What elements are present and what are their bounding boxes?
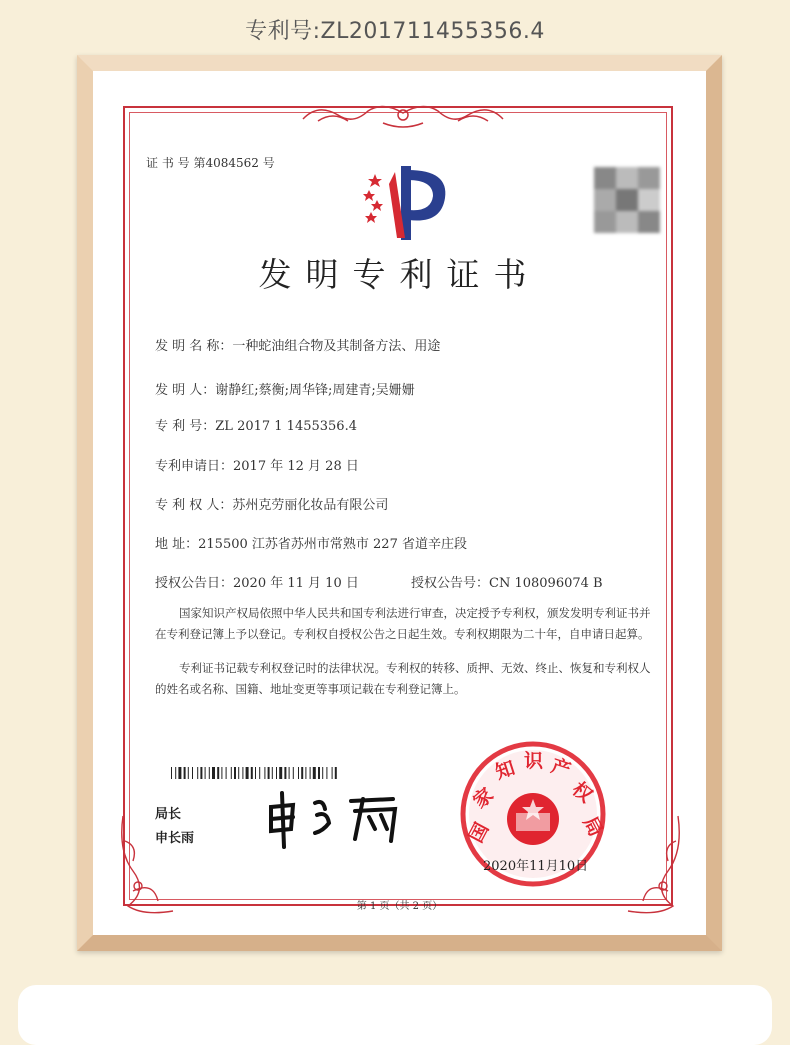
field-label: 发 明 人： [155, 383, 216, 398]
bottom-card [18, 985, 772, 1045]
field-label: 发 明 名 称： [155, 339, 233, 354]
qr-code-icon [594, 167, 660, 233]
field-patent-number [155, 415, 357, 434]
grant-date-label: 授权公告日： [155, 576, 234, 591]
page-title: 专利号:ZL201711455356.4 [245, 19, 545, 44]
barcode-icon [171, 767, 337, 779]
field-application-date [155, 455, 359, 474]
field-value: ZL 2017 1 1455356.4 [215, 419, 357, 434]
field-value: 215500 江苏省苏州市常熟市 227 省道辛庄段 [198, 537, 467, 552]
field-value: 一种蛇油组合物及其制备方法、用途 [232, 339, 441, 354]
field-value: 2017 年 12 月 28 日 [233, 459, 359, 474]
field-patentee [155, 494, 388, 513]
svg-text:产: 产 [548, 754, 574, 782]
signer-name: 申长雨 [155, 831, 195, 846]
grant-date-value: 2020 年 11 月 10 日 [233, 576, 359, 591]
field-label: 专 利 号： [155, 419, 216, 434]
field-label: 专 利 权 人： [155, 498, 233, 513]
field-value: 苏州克劳丽化妆品有限公司 [232, 498, 389, 513]
paragraph-grant: 国家知识产权局依照中华人民共和国专利法进行审查，决定授予专利权，颁发发明专利证书并在专利登记簿上予以登记。专利权自授权公告之日起生效。专利权期限为二十年，自申请日起算。 [155, 606, 651, 641]
field-inventors [155, 379, 415, 398]
page-number: 第 1 页（共 2 页） [356, 901, 443, 912]
paragraph-legal: 专利证书记载专利权登记时的法律状况。专利权的转移、质押、无效、终止、恢复和专利权人的姓名或名称、国籍、地址变更等事项记载在专利登记簿上。 [155, 661, 651, 696]
certificate-title: 发明专利证书 [258, 255, 541, 294]
field-address [155, 533, 467, 552]
top-ornament-icon [298, 101, 508, 131]
field-invention-name [155, 335, 440, 354]
certificate-frame [77, 55, 722, 951]
field-label: 专利申请日： [155, 459, 234, 474]
svg-text:权: 权 [567, 777, 597, 808]
svg-text:家: 家 [469, 783, 498, 813]
field-label: 地 址： [155, 537, 199, 552]
field-grant-date [155, 572, 359, 591]
field-grant-number [411, 572, 603, 591]
grant-number-label: 授权公告号： [411, 576, 490, 591]
svg-text:识: 识 [524, 750, 544, 772]
grant-number-value: CN 108096074 B [489, 576, 603, 591]
seal-date: 2020年11月10日 [483, 859, 589, 874]
certificate-paper [93, 71, 706, 935]
patent-office-logo-icon [361, 164, 453, 244]
certificate-number: 证 书 号 第4084562 号 [146, 156, 275, 170]
signer-title: 局长 [155, 807, 182, 822]
svg-text:知: 知 [492, 756, 518, 784]
svg-text:国: 国 [464, 819, 494, 847]
signature-icon [263, 789, 408, 849]
svg-text:局: 局 [578, 813, 607, 841]
field-value: 谢静红;蔡衡;周华锋;周建青;吴姗姗 [215, 383, 415, 398]
